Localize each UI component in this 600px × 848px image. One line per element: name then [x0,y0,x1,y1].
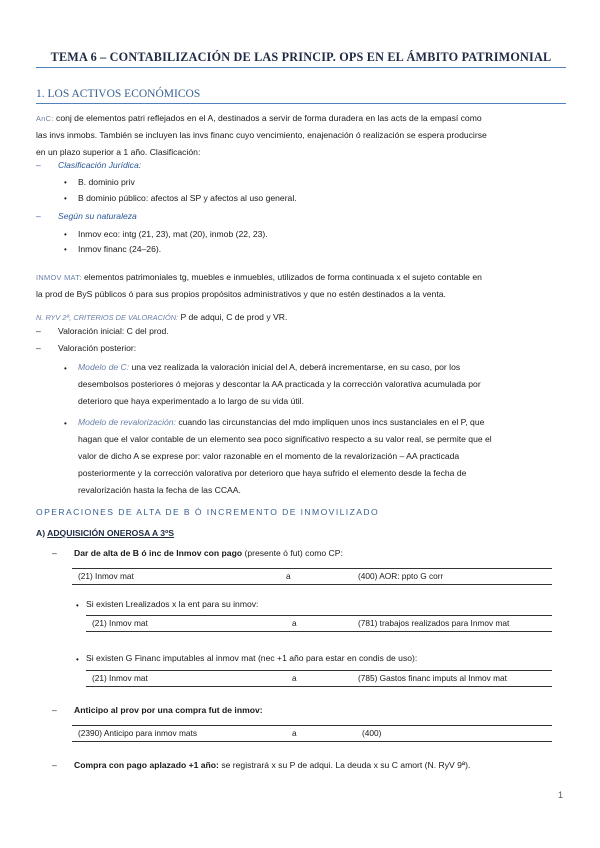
dash-marker: – [36,160,41,170]
entry-credit: (400) AOR: ppto G corr [358,571,444,581]
modelo-r-line2: hagan que el valor contable de un elemento sea poco significativo respecto a su valor real, se permite que el [78,434,492,444]
page-number: 1 [558,790,564,800]
entry-credit: (785) Gastos financ imputs al Inmov mat [358,673,507,683]
bullet: • [64,178,67,187]
entry-sep: a [292,728,297,738]
entry-sep: a [286,571,291,581]
dash-marker: – [52,548,57,558]
title-rule [36,67,566,68]
list-item: Inmov eco: intg (21, 23), mat (20), inmob (22, 23). [78,229,268,239]
valoracion-posterior: Valoración posterior: [58,343,137,353]
inmov-mat-line2: la prod de ByS públicos ó para sus propios propósitos administrativos y que no estén destinados a la venta. [36,289,446,299]
bullet: • [64,194,67,203]
entry-debit: (2390) Anticipo para inmov mats [78,728,197,738]
valoracion-inicial: Valoración inicial: C del prod. [58,326,169,336]
nryv-label: N. RYV 2ª, CRITERIOS DE VALORACIÓN: [36,313,179,322]
modelo-r-line1: Modelo de revalorización: cuando las circunstancias del mdo impliquen unos incs sustanciales en el P, que [78,417,485,427]
dash-marker: – [36,343,41,353]
modelo-r-line3: valor de dicho A se exprese por: valor razonable en el momento de la revalorización – AA practicada [78,451,460,461]
modelo-c-label: Modelo de C: [78,362,130,372]
list-item: B dominio público: afectos al SP y afectos al uso general. [78,193,297,203]
operaciones-heading: OPERACIONES DE ALTA DE B Ó INCREMENTO DE INMOVILIZADO [36,507,380,517]
entry-credit: (781) trabajos realizados para Inmov mat [358,618,510,628]
anticipo-line: Anticipo al prov por una compra fut de inmov: [74,705,263,715]
bullet: • [76,601,79,610]
segun-naturaleza: Según su naturaleza [58,211,137,221]
anc-label: AnC: [36,114,54,123]
inmov-mat-line1: INMOV MAT: elementos patrimoniales tg, muebles e inmuebles, utilizados de forma continuada x el sujeto contable en [36,272,482,282]
modelo-r-line4: posteriormente y la corrección valorativa por deterioro que haya sufrido el elemento desde la fecha de [78,468,467,478]
nryv-line: N. RYV 2ª, CRITERIOS DE VALORACIÓN: P de adqui, C de prod y VR. [36,312,288,322]
bullet: • [64,230,67,239]
journal-entry [86,615,552,632]
bullet: • [64,419,67,428]
anc-paragraph-line1: AnC: conj de elementos patri reflejados en el A, destinados a servir de forma duradera en las acts de la empasí como [36,113,482,123]
section-heading: 1. LOS ACTIVOS ECONÓMICOS [36,88,201,100]
si-gastos-line: Si existen G Financ imputables al inmov mat (nec +1 año para estar en condis de uso): [86,653,418,663]
journal-entry [72,568,552,585]
inmov-mat-label: INMOV MAT: [36,273,82,282]
adquisicion-onerosa-heading: A) ADQUISICIÓN ONEROSA A 3ºS [36,528,174,538]
entry-debit: (21) Inmov mat [92,618,148,628]
list-item: Inmov financ (24–26). [78,244,162,254]
entry-sep: a [292,618,297,628]
entry-credit: (400) [362,728,382,738]
bullet: • [76,655,79,664]
si-trabajos-line: Si existen Lrealizados x la ent para su inmov: [86,599,259,609]
dash-marker: – [52,705,57,715]
modelo-r-label: Modelo de revalorización: [78,417,176,427]
bullet: • [64,245,67,254]
section-heading-rule [36,103,566,104]
clasificacion-juridica: Clasificación Jurídica: [58,160,142,170]
dar-de-alta-line: Dar de alta de B ó inc de Inmov con pago (presente ó fut) como CP: [74,548,343,558]
modelo-c-line3: deterioro que haya experimentado a lo largo de su vida útil. [78,396,304,406]
dash-marker: – [36,326,41,336]
entry-sep: a [292,673,297,683]
list-item: B. dominio priv [78,177,135,187]
anc-paragraph-line2: las invs inmobs. También se incluyen las invs financ cuyo vencimiento, enajenación ó realización se espera producirse [36,130,487,140]
anc-paragraph-line3: en un plazo superior a 1 año. Clasificación: [36,147,201,157]
entry-debit: (21) Inmov mat [78,571,134,581]
dash-marker: – [36,211,41,221]
modelo-r-line5: revalorización hasta la fecha de las CCAA. [78,485,241,495]
page-title: TEMA 6 – CONTABILIZACIÓN DE LAS PRINCIP. OPS EN EL ÁMBITO PATRIMONIAL [50,50,552,64]
entry-debit: (21) Inmov mat [92,673,148,683]
dash-marker: – [52,760,57,770]
journal-entry [72,725,552,742]
journal-entry [86,670,552,687]
modelo-c-line1: Modelo de C: una vez realizada la valoración inicial del A, deberá incrementarse, en su caso, por los [78,362,461,372]
bullet: • [64,364,67,373]
modelo-c-line2: desembolsos posteriores ó mejoras y descontar la AA practicada y la corrección valorativa acumulada por [78,379,481,389]
compra-aplazada-line: Compra con pago aplazado +1 año: se registrará x su P de adqui. La deuda x su C amort (N. RyV 9ª). [74,760,471,770]
